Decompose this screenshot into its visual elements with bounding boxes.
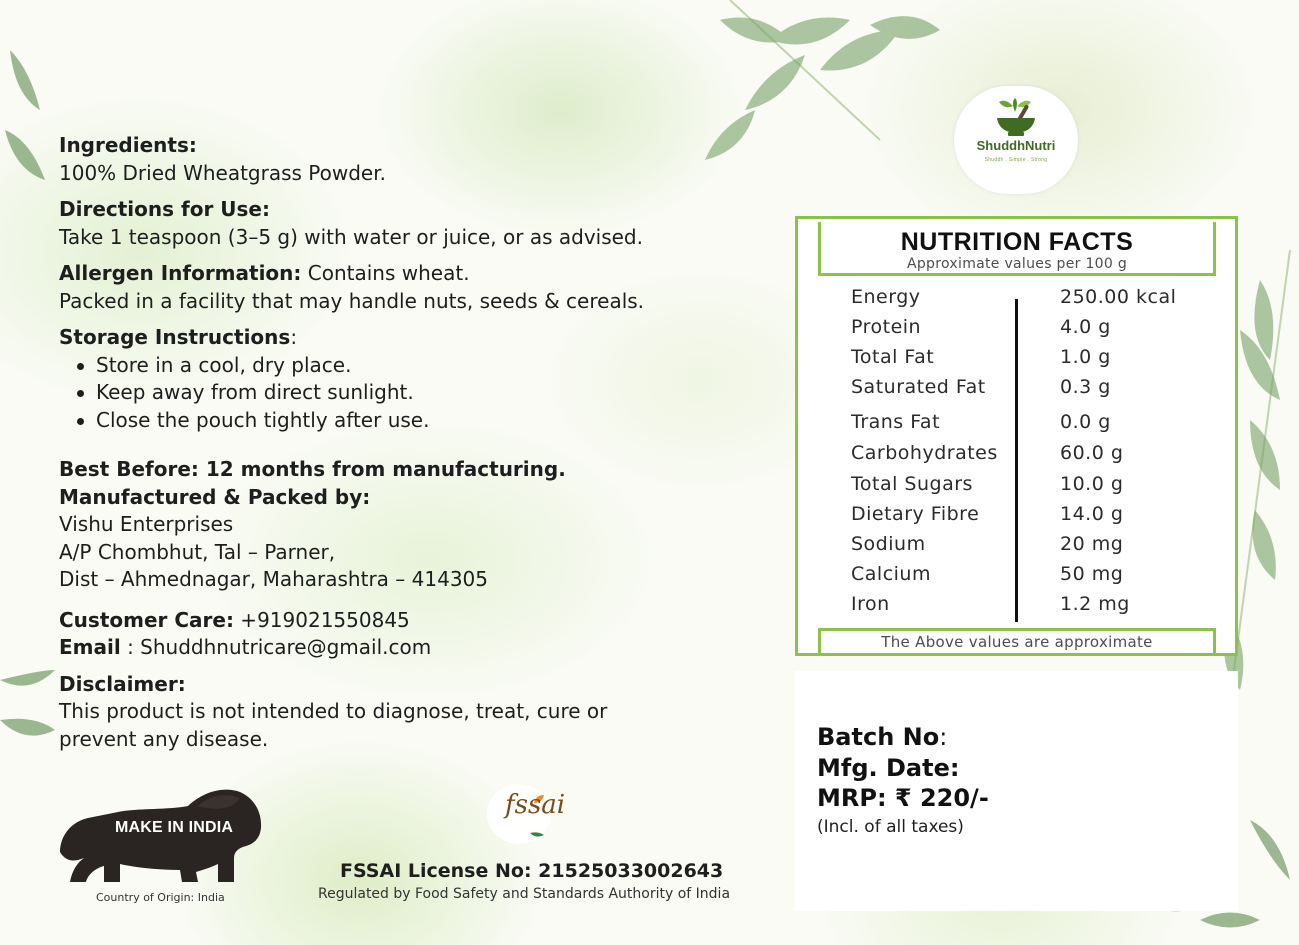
label-text-column: [59, 132, 749, 762]
customer-care-label: Customer Care:: [59, 607, 234, 632]
nutrition-header: [818, 222, 1216, 276]
make-in-india-label: MAKE IN INDIA: [115, 819, 234, 836]
directions-heading: Directions for Use:: [59, 197, 270, 221]
storage-colon: :: [290, 325, 298, 349]
nutrient-name: Carbohydrates: [851, 442, 998, 464]
batch-label: Batch No: [817, 723, 940, 751]
nutrient-name: Saturated Fat: [851, 376, 986, 398]
allergen-section: [59, 260, 749, 315]
brand-tagline: Shuddh . Simple . Strong: [984, 157, 1048, 163]
nutrition-row: [851, 411, 1231, 433]
nutrient-value: 1.2 mg: [1060, 593, 1130, 615]
storage-section: [59, 324, 749, 434]
nutrient-value: 20 mg: [1060, 533, 1124, 555]
nutrient-name: Total Fat: [851, 346, 935, 368]
nutrition-title: NUTRITION FACTS: [900, 228, 1134, 256]
nutrient-value: 4.0 g: [1060, 316, 1111, 338]
manufacturer-section: [59, 456, 749, 594]
storage-item: Keep away from direct sunlight.: [59, 379, 749, 407]
customer-care-number: +919021550845: [233, 607, 410, 632]
mrp-price: MRP: ₹ 220/-: [817, 784, 989, 812]
allergen-heading: Allergen Information:: [59, 261, 302, 285]
nutrition-row: [851, 316, 1231, 338]
nutrient-value: 0.0 g: [1060, 411, 1111, 433]
nutrition-row: [851, 376, 1231, 398]
manufacturer-heading: Manufactured & Packed by:: [59, 484, 371, 509]
brand-name: ShuddhNutri: [976, 138, 1056, 153]
nutrition-row: [851, 442, 1231, 464]
nutrition-row: [851, 473, 1231, 495]
best-before: Best Before: 12 months from manufacturing.: [59, 457, 566, 481]
contact-section: [59, 607, 749, 662]
nutrient-value: 60.0 g: [1060, 442, 1124, 464]
nutrient-name: Protein: [851, 316, 922, 338]
storage-item: Close the pouch tightly after use.: [59, 407, 749, 435]
nutrition-footer: The Above values are approximate: [818, 628, 1216, 656]
nutrient-name: Trans Fat: [851, 411, 941, 433]
nutrient-value: 0.3 g: [1060, 376, 1111, 398]
disclaimer-line: prevent any disease.: [59, 726, 269, 751]
nutrient-value: 10.0 g: [1060, 473, 1124, 495]
nutrient-name: Calcium: [851, 563, 931, 585]
nutrient-name: Total Sugars: [851, 473, 973, 495]
disclaimer-line: This product is not intended to diagnose, treat, cure or: [59, 699, 608, 723]
nutrition-row: [851, 346, 1231, 368]
ingredients-text: 100% Dried Wheatgrass Powder.: [59, 160, 386, 185]
manufacturer-line: Dist – Ahmednagar, Maharashtra – 414305: [59, 567, 488, 591]
nutrient-name: Iron: [851, 593, 890, 615]
nutrient-value: 50 mg: [1060, 563, 1124, 585]
batch-info-box: [795, 671, 1238, 911]
nutrition-subtitle: Approximate values per 100 g: [906, 256, 1128, 272]
batch-colon: :: [939, 723, 948, 751]
nutrition-facts-panel: [795, 216, 1238, 656]
nutrient-value: 1.0 g: [1060, 346, 1111, 368]
nutrient-value: 14.0 g: [1060, 503, 1124, 525]
nutrition-row: [851, 503, 1231, 525]
fssai-regulated-text: Regulated by Food Safety and Standards Authority of India: [318, 886, 731, 902]
allergen-text: Contains wheat.: [301, 261, 470, 285]
email-value: : Shuddhnutricare@gmail.com: [120, 635, 432, 659]
nutrient-value: 250.00 kcal: [1060, 286, 1177, 308]
nutrition-row: [851, 286, 1231, 308]
email-label: Email: [59, 635, 121, 659]
ingredients-section: [59, 132, 749, 187]
directions-section: [59, 196, 749, 251]
tax-note: (Incl. of all taxes): [817, 817, 964, 837]
manufacturer-line: A/P Chombhut, Tal – Parner,: [59, 539, 336, 564]
mortar-pestle-icon: [991, 98, 1041, 138]
nutrient-name: Energy: [851, 286, 921, 308]
manufacturer-line: Vishu Enterprises: [59, 512, 234, 536]
allergen-note: Packed in a facility that may handle nuts, seeds & cereals.: [59, 288, 645, 313]
storage-list: [59, 352, 749, 435]
storage-item: Store in a cool, dry place.: [59, 352, 749, 380]
fssai-license: FSSAI License No: 21525033002643: [340, 860, 724, 882]
mfg-date: Mfg. Date:: [817, 754, 960, 782]
ingredients-heading: Ingredients:: [59, 133, 197, 157]
nutrient-name: Sodium: [851, 533, 926, 555]
disclaimer-section: [59, 671, 749, 754]
nutrient-name: Dietary Fibre: [851, 503, 980, 525]
directions-text: Take 1 teaspoon (3–5 g) with water or juice, or as advised.: [59, 224, 643, 249]
brand-logo: [954, 86, 1078, 194]
country-of-origin: Country of Origin: India: [96, 891, 225, 904]
nutrition-row: [851, 593, 1231, 615]
nutrition-row: [851, 563, 1231, 585]
disclaimer-heading: Disclaimer:: [59, 671, 186, 696]
storage-heading: Storage Instructions: [59, 325, 291, 349]
nutrition-row: [851, 533, 1231, 555]
fssai-logo-text: fssai: [505, 790, 566, 820]
batch-number: [817, 723, 947, 751]
